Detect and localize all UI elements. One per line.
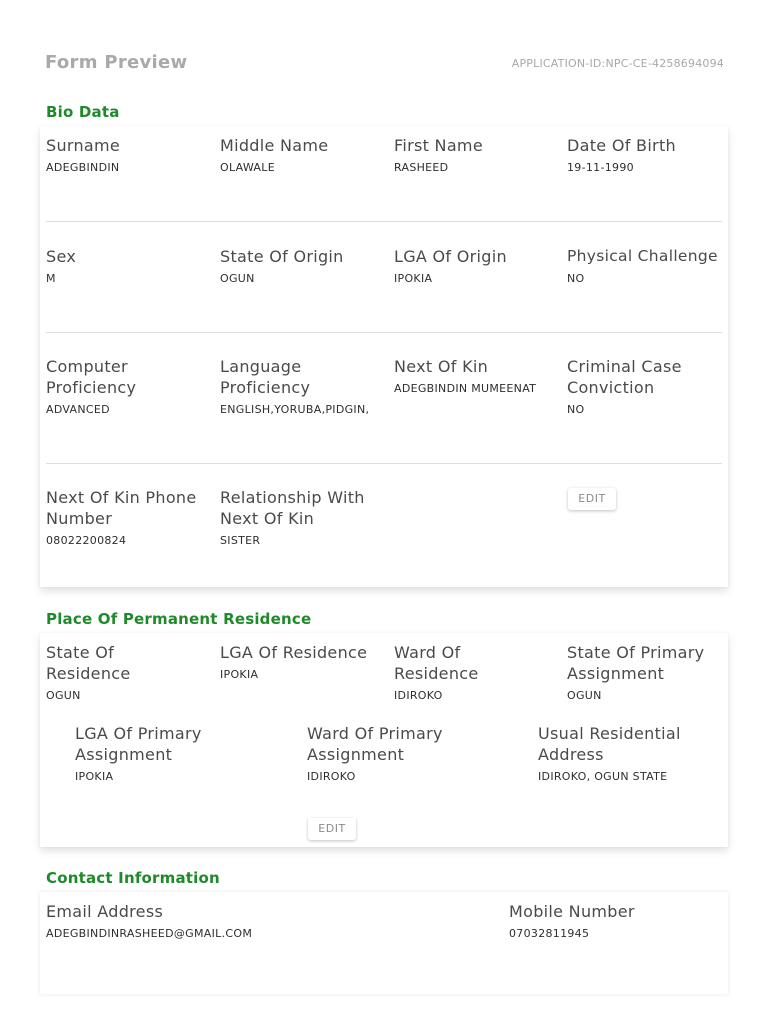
- usual-residential-address-label: Usual Residential Address: [538, 724, 681, 764]
- lga-of-origin-label: LGA Of Origin: [394, 247, 507, 266]
- state-of-residence-field: [46, 642, 196, 702]
- next-of-kin-value: ADEGBINDIN MUMEENAT: [394, 382, 537, 395]
- residence-edit-button[interactable]: EDIT: [308, 818, 356, 840]
- physical-challenge-value: NO: [567, 272, 585, 285]
- lga-of-origin-value: IPOKIA: [394, 272, 433, 285]
- state-of-residence-label: State Of Residence: [46, 643, 131, 683]
- middle-name-label: Middle Name: [220, 136, 329, 155]
- residence-card: [40, 633, 728, 847]
- surname-label: Surname: [46, 136, 121, 155]
- lga-of-residence-field: [220, 642, 385, 681]
- lga-of-origin-field: [394, 246, 559, 285]
- usual-residential-address-value: IDIROKO, OGUN STATE: [538, 770, 668, 783]
- relationship-with-next-of-kin-label: Relationship With Next Of Kin: [220, 488, 365, 528]
- next-of-kin-phone-field: [46, 487, 206, 547]
- physical-challenge-label: Physical Challenge: [567, 247, 718, 265]
- residence-title: Place Of Permanent Residence: [46, 610, 312, 628]
- computer-proficiency-value: ADVANCED: [46, 403, 110, 416]
- relationship-with-next-of-kin-field: [220, 487, 380, 547]
- next-of-kin-field: [394, 356, 564, 395]
- bio-data-card: [40, 126, 728, 587]
- middle-name-field: [220, 135, 385, 174]
- state-of-origin-field: [220, 246, 385, 285]
- ward-of-primary-assignment-field: [307, 723, 477, 783]
- sex-field: [46, 246, 211, 285]
- criminal-case-conviction-value: NO: [567, 403, 585, 416]
- state-of-origin-label: State Of Origin: [220, 247, 344, 266]
- lga-of-residence-label: LGA Of Residence: [220, 643, 368, 662]
- computer-proficiency-field: [46, 356, 196, 416]
- first-name-value: RASHEED: [394, 161, 449, 174]
- lga-of-primary-assignment-field: [75, 723, 245, 783]
- first-name-field: [394, 135, 559, 174]
- mobile-number-value: 07032811945: [509, 927, 590, 940]
- next-of-kin-phone-label: Next Of Kin Phone Number: [46, 488, 197, 528]
- physical-challenge-field: [567, 246, 727, 285]
- state-of-primary-assignment-value: OGUN: [567, 689, 602, 702]
- language-proficiency-value: ENGLISH,YORUBA,PIDGIN,: [220, 403, 370, 416]
- relationship-with-next-of-kin-value: SISTER: [220, 534, 261, 547]
- date-of-birth-label: Date Of Birth: [567, 136, 676, 155]
- mobile-number-field: [509, 901, 709, 940]
- ward-of-primary-assignment-label: Ward Of Primary Assignment: [307, 724, 443, 764]
- ward-of-residence-field: [394, 642, 524, 702]
- divider: [46, 463, 722, 464]
- contact-title: Contact Information: [46, 869, 220, 887]
- state-of-primary-assignment-field: [567, 642, 722, 702]
- next-of-kin-label: Next Of Kin: [394, 357, 489, 376]
- lga-of-primary-assignment-value: IPOKIA: [75, 770, 114, 783]
- bio-data-edit-button[interactable]: EDIT: [568, 488, 616, 510]
- surname-field: [46, 135, 211, 174]
- language-proficiency-label: Language Proficiency: [220, 357, 311, 397]
- lga-of-residence-value: IPOKIA: [220, 668, 259, 681]
- ward-of-residence-value: IDIROKO: [394, 689, 443, 702]
- criminal-case-conviction-field: [567, 356, 717, 416]
- mobile-number-label: Mobile Number: [509, 902, 635, 921]
- page-header: [45, 48, 724, 78]
- sex-value: M: [46, 272, 56, 285]
- state-of-origin-value: OGUN: [220, 272, 255, 285]
- contact-card: [40, 892, 728, 994]
- lga-of-primary-assignment-label: LGA Of Primary Assignment: [75, 724, 202, 764]
- criminal-case-conviction-label: Criminal Case Conviction: [567, 357, 682, 397]
- email-field: [46, 901, 446, 940]
- computer-proficiency-label: Computer Proficiency: [46, 357, 137, 397]
- ward-of-primary-assignment-value: IDIROKO: [307, 770, 356, 783]
- sex-label: Sex: [46, 247, 77, 266]
- ward-of-residence-label: Ward Of Residence: [394, 643, 479, 683]
- date-of-birth-value: 19-11-1990: [567, 161, 634, 174]
- divider: [46, 221, 722, 222]
- email-value: ADEGBINDINRASHEED@GMAIL.COM: [46, 927, 253, 940]
- first-name-label: First Name: [394, 136, 483, 155]
- divider: [46, 332, 722, 333]
- next-of-kin-phone-value: 08022200824: [46, 534, 127, 547]
- middle-name-value: OLAWALE: [220, 161, 275, 174]
- application-id: APPLICATION-ID:NPC-CE-4258694094: [511, 57, 724, 70]
- bio-data-title: Bio Data: [46, 103, 120, 121]
- usual-residential-address-field: [538, 723, 708, 783]
- language-proficiency-field: [220, 356, 370, 416]
- page-title: Form Preview: [45, 52, 188, 73]
- email-label: Email Address: [46, 902, 164, 921]
- date-of-birth-field: [567, 135, 727, 174]
- state-of-primary-assignment-label: State Of Primary Assignment: [567, 643, 705, 683]
- surname-value: ADEGBINDIN: [46, 161, 120, 174]
- state-of-residence-value: OGUN: [46, 689, 81, 702]
